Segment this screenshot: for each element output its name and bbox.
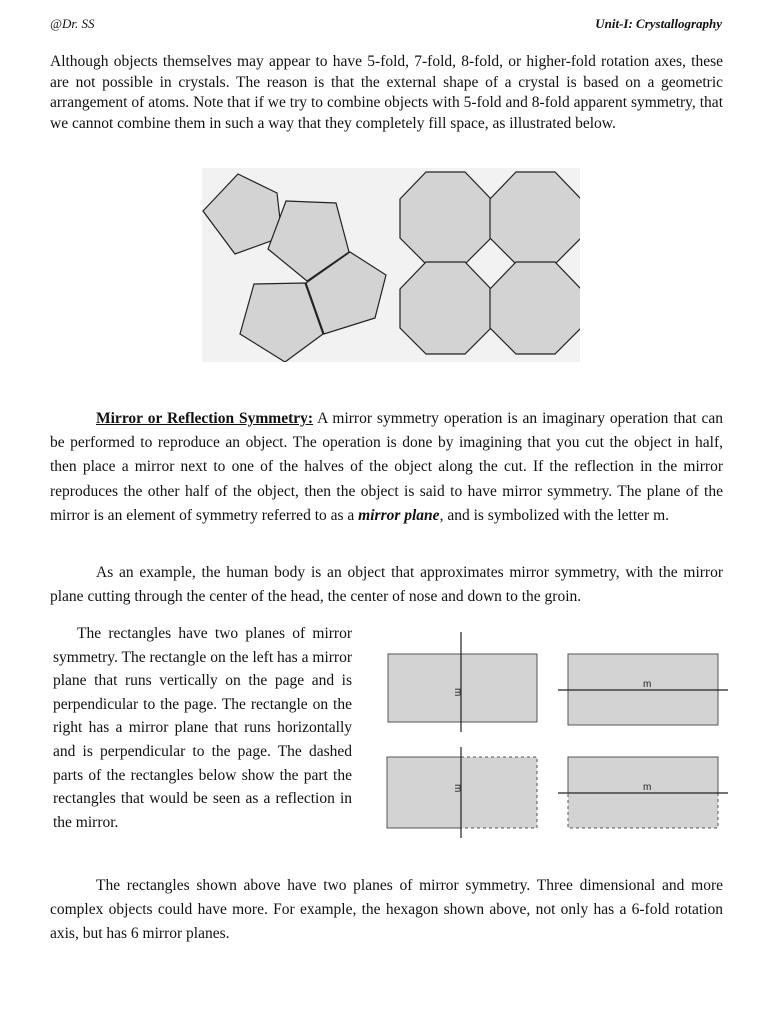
pentagon-octagon-tiling-figure	[202, 168, 580, 362]
mirror-plane-rectangles-figure	[375, 630, 765, 842]
mirror-label-horizontal-lower: m	[643, 782, 652, 793]
rectangle-half-reflected-right	[461, 757, 537, 828]
octagon-1	[400, 172, 491, 264]
mirror-plane-term: mirror plane	[358, 506, 440, 524]
example-text: As an example, the human body is an object that approximates mirror symmetry, with the mirror plane cutting through the center of the head, the center of nose and down to the groin.	[50, 564, 723, 605]
octagon-4	[490, 262, 580, 354]
rectangles-text: The rectangles have two planes of mirror symmetry. The rectangle on the left has a mirror plane that runs vertically on the page and is perpendicular to the page. The rectangle on the right has a mirror plane that runs horizontally and is perpendicular to the page. The dashed parts of the rectangles below show the part the rectangles that would be seen as a reflection in the mirror.	[53, 625, 352, 831]
header-unit-title: Unit-I: Crystallography	[595, 16, 722, 31]
closing-paragraph	[50, 874, 723, 946]
octagon-3	[400, 262, 491, 354]
human-body-example-paragraph	[50, 561, 723, 609]
closing-text: The rectangles shown above have two planes of mirror symmetry. Three dimensional and more complex objects could have more. For example, the hexagon shown above, not only has a 6-fold rotation axis, but has 6 mirror planes.	[50, 877, 723, 942]
mirror-symmetry-heading: Mirror or Reflection Symmetry:	[96, 410, 314, 427]
intro-paragraph: Although objects themselves may appear to have 5-fold, 7-fold, 8-fold, or higher-fold rotation axes, these are not possible in crystals. The reason is that the external shape of a crystal is based on a geometric arrangement of atoms. Note that if we try to combine objects with 5-fold and 8-fold apparent symmetry, that we cannot combine them in such a way that they completely fill space, as illustrated below.	[50, 53, 723, 132]
rectangles-description-paragraph	[53, 622, 352, 834]
octagon-2	[490, 172, 580, 264]
rectangle-half-reflected-bottom	[568, 793, 718, 828]
mirror-text-part-2: , and is symbolized with the letter m.	[439, 506, 670, 524]
mirror-label-vertical-lower: m	[452, 784, 463, 793]
mirror-label-vertical: m	[452, 688, 463, 697]
mirror-label-horizontal: m	[643, 679, 652, 690]
mirror-text-part-1: A mirror symmetry operation is an imaginary operation that can be performed to reproduce an object. The operation is done by imagining that you cut the object in half, then place a mirror next to one of the halves of the object along the cut. If the reflection in the mirror reproduces the other half of the object, then the object is said to have mirror symmetry. The plane of the mirror is an element of symmetry referred to as a	[50, 410, 724, 524]
mirror-symmetry-paragraph	[50, 407, 723, 528]
rectangle-half-solid-left	[387, 757, 461, 828]
header-author: @Dr. SS	[50, 16, 95, 31]
